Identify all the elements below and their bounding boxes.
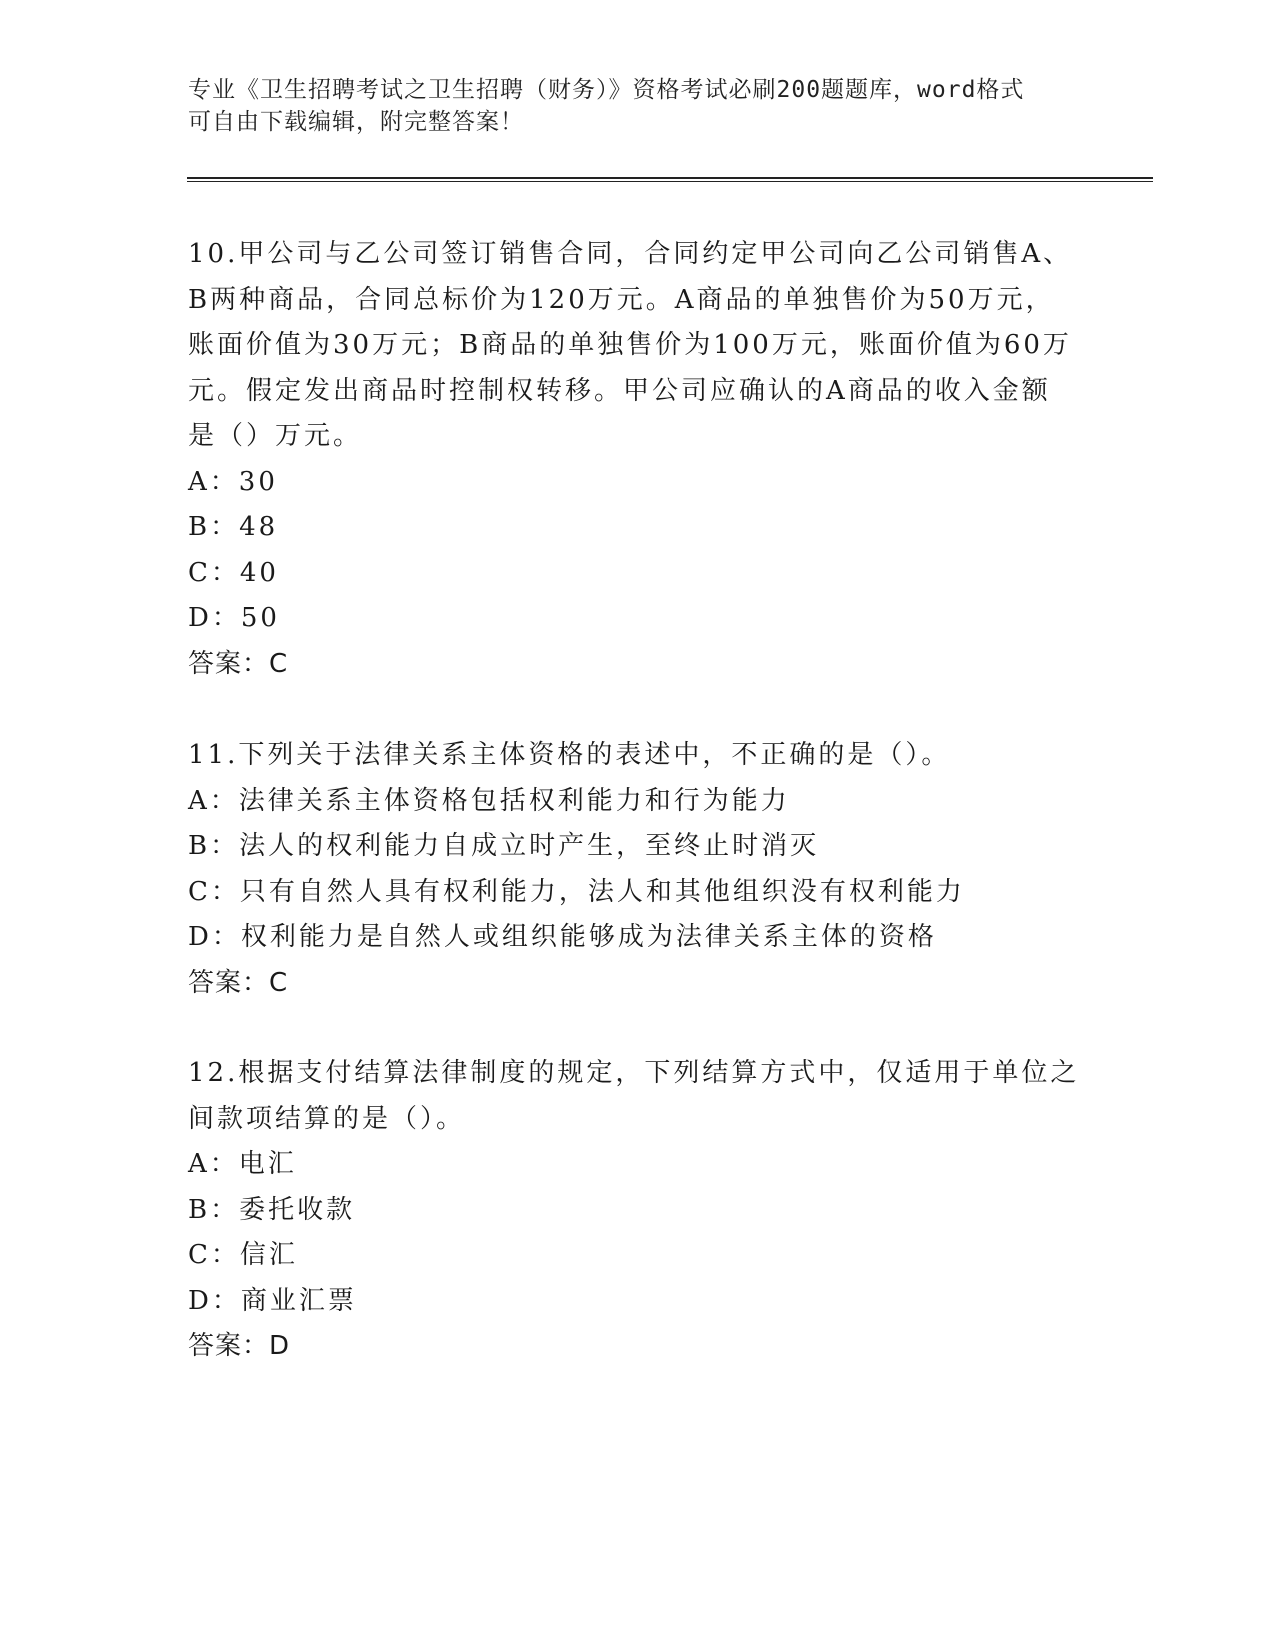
option-d: D：50 xyxy=(188,603,280,633)
option-c: C：信汇 xyxy=(188,1240,298,1270)
option-a: A：法律关系主体资格包括权利能力和行为能力 xyxy=(188,785,790,816)
header-divider xyxy=(187,177,1153,182)
option-d: D：商业汇票 xyxy=(188,1285,357,1316)
header-line-1: 专业《卫生招聘考试之卫生招聘（财务）》资格考试必刷200题题库，word格式 xyxy=(188,77,1025,103)
answer-line: 答案：C xyxy=(188,967,289,998)
question-text-line: 10.甲公司与乙公司签订销售合同，合同约定甲公司向乙公司销售A、 xyxy=(188,239,1073,269)
question-text-line: 间款项结算的是（）。 xyxy=(188,1103,466,1134)
question-text-line: 是（）万元。 xyxy=(188,421,363,451)
question-text-line: 账面价值为30万元；B商品的单独售价为100万元，账面价值为60万 xyxy=(188,330,1072,360)
option-a: A：电汇 xyxy=(188,1149,297,1179)
question-10 xyxy=(188,232,1088,687)
question-text-line: B两种商品，合同总标价为120万元。A商品的单独售价为50万元， xyxy=(188,284,1055,315)
question-text-line: 12.根据支付结算法律制度的规定，下列结算方式中，仅适用于单位之 xyxy=(188,1058,1080,1088)
option-c: C：40 xyxy=(188,557,279,588)
question-text-line: 11.下列关于法律关系主体资格的表述中，不正确的是（）。 xyxy=(188,740,951,770)
answer-line: 答案：D xyxy=(188,1331,291,1361)
question-11 xyxy=(188,733,1088,1006)
question-12 xyxy=(188,1051,1088,1370)
header-line-2: 可自由下载编辑，附完整答案！ xyxy=(188,109,524,135)
option-b: B：法人的权利能力自成立时产生，至终止时消灭 xyxy=(188,831,820,861)
option-c: C：只有自然人具有权利能力，法人和其他组织没有权利能力 xyxy=(188,876,965,907)
question-text-line: 元。假定发出商品时控制权转移。甲公司应确认的A商品的收入金额 xyxy=(188,375,1051,406)
option-b: B：48 xyxy=(188,512,279,542)
option-a: A：30 xyxy=(188,466,278,497)
document-header xyxy=(188,74,1088,138)
answer-line: 答案：C xyxy=(188,648,289,679)
option-b: B：委托收款 xyxy=(188,1194,356,1225)
option-d: D：权利能力是自然人或组织能够成为法律关系主体的资格 xyxy=(188,922,937,952)
